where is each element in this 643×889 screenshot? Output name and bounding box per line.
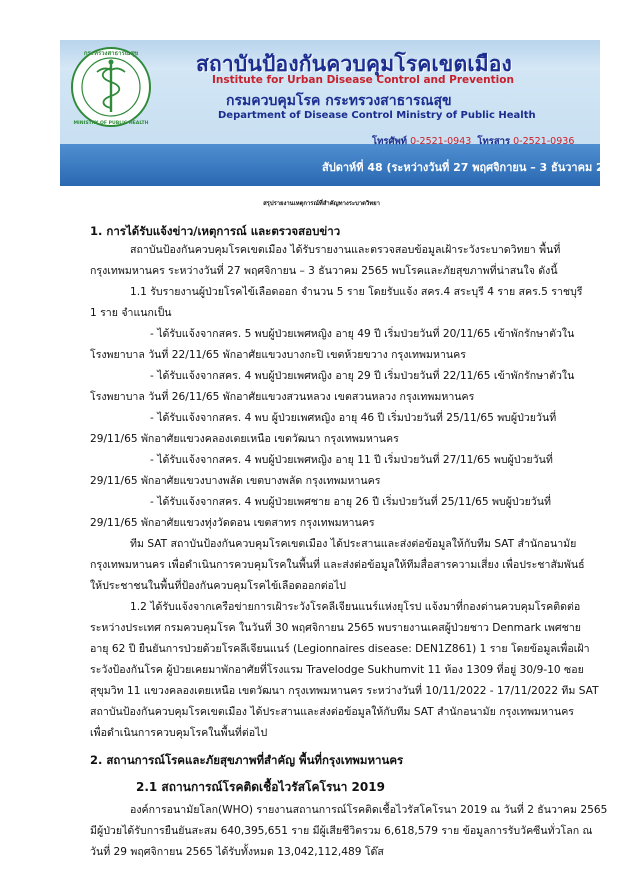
department-name-en: Department of Disease Control Ministry of Public Health <box>218 110 536 121</box>
section2-heading: 2. สถานการณ์โรคและภัยสุขภาพที่สำคัญ พื้นที่กรุงเทพมหานคร <box>90 753 404 767</box>
s11-line1: 1.1 รับรายงานผู้ป่วยโรคไข้เลือดออก จำนวน 5 ราย โดยรับแจ้ง สคร.4 สระบุรี 4 ราย สคร.5 ราชบุรี <box>130 286 583 298</box>
s12-line3: อายุ 62 ปี ยืนยันการป่วยด้วยโรคลีเจียนแนร์ (Legionnaires disease: DEN1Z861) 1 ราย โดยข้อมูลเพื่อเฝ้า <box>90 643 590 655</box>
section1-heading: 1. การได้รับแจ้งข่าว/เหตุการณ์ และตรวจสอบข่าว <box>90 224 341 238</box>
case2-line2: โรงพยาบาล วันที่ 26/11/65 พักอาศัยแขวงสวนหลวง เขตสวนหลวง กรุงเทพมหานคร <box>90 391 475 403</box>
fax-number: 0-2521-0936 <box>513 136 575 147</box>
case4-line2: 29/11/65 พักอาศัยแขวงบางพลัด เขตบางพลัด กรุงเทพมหานคร <box>90 475 381 487</box>
phone-label: โทรศัพท์ <box>372 136 408 147</box>
s12-line5: สุขุมวิท 11 แขวงคลองเตยเหนือ เขตวัฒนา กรุงเทพมหานคร ระหว่างวันที่ 10/11/2022 - 17/11/2022 ทีม SAT <box>90 685 599 697</box>
s1-intro-line1: สถาบันป้องกันควบคุมโรคเขตเมือง ได้รับรายงานและตรวจสอบข้อมูลเฝ้าระวังระบาดวิทยา พื้นที่ <box>130 244 561 256</box>
case4-line1: - ได้รับแจ้งจากสคร. 4 พบผู้ป่วยเพศหญิง อายุ 11 ปี เริ่มป่วยวันที่ 27/11/65 พบผู้ป่วยวันที่ <box>150 454 553 466</box>
logo-text-top: กระทรวงสาธารณสุข <box>83 50 139 57</box>
fax-label: โทรสาร <box>477 136 511 147</box>
s12-line6: สถาบันป้องกันควบคุมโรคเขตเมือง ได้ประสานและส่งต่อข้อมูลให้กับทีม SAT สำนักอนามัย กรุงเทพมหานคร <box>90 706 574 718</box>
ministry-logo-icon <box>70 46 152 128</box>
sat-line3: ให้ประชาชนในพื้นที่ป้องกันควบคุมโรคไข้เลือดออกต่อไป <box>90 580 347 592</box>
week-range: สัปดาห์ที่ 48 (ระหว่างวันที่ 27 พฤศจิกายน – 3 ธันวาคม 2565) <box>322 161 632 174</box>
institute-name-th: สถาบันป้องกันควบคุมโรคเขตเมือง <box>196 52 513 76</box>
case3-line1: - ได้รับแจ้งจากสคร. 4 พบ ผู้ป่วยเพศหญิง อายุ 46 ปี เริ่มป่วยวันที่ 25/11/65 พบผู้ป่วยวันที่ <box>150 412 557 424</box>
case3-line2: 29/11/65 พักอาศัยแขวงคลองเตยเหนือ เขตวัฒนา กรุงเทพมหานคร <box>90 433 399 445</box>
phone-number: 0-2521-0943 <box>410 136 472 147</box>
case1-line1: - ได้รับแจ้งจากสคร. 5 พบผู้ป่วยเพศหญิง อายุ 49 ปี เริ่มป่วยวันที่ 20/11/65 เข้าพักรักษาตัวใน <box>150 328 575 340</box>
sat-line1: ทีม SAT สถาบันป้องกันควบคุมโรคเขตเมือง ได้ประสานและส่งต่อข้อมูลให้กับทีม SAT สำนักอนามัย <box>130 538 577 550</box>
s21-line3: วันที่ 29 พฤศจิกายน 2565 ได้รับทั้งหมด 13,042,112,489 โด๊ส <box>90 846 384 858</box>
s21-line1: องค์การอนามัยโลก(WHO) รายงานสถานการณ์โรคติดเชื้อไวรัสโคโรนา 2019 ณ วันที่ 2 ธันวาคม 2565 <box>130 804 608 816</box>
case5-line1: - ได้รับแจ้งจากสคร. 4 พบผู้ป่วยเพศชาย อายุ 26 ปี เริ่มป่วยวันที่ 25/11/65 พบผู้ป่วยวันที่ <box>150 496 551 508</box>
case2-line1: - ได้รับแจ้งจากสคร. 4 พบผู้ป่วยเพศหญิง อายุ 29 ปี เริ่มป่วยวันที่ 22/11/65 เข้าพักรักษาตัวใน <box>150 370 575 382</box>
s12-line7: เพื่อดำเนินการควบคุมโรคในพื้นที่ต่อไป <box>90 727 268 739</box>
department-name-th: กรมควบคุมโรค กระทรวงสาธารณสุข <box>226 93 452 109</box>
page-title: สรุปรายงานเหตุการณ์ที่สำคัญทางระบาดวิทยา <box>263 201 380 207</box>
s1-intro-line2: กรุงเทพมหานคร ระหว่างวันที่ 27 พฤศจิกายน – 3 ธันวาคม 2565 พบโรคและภัยสุขภาพที่น่าสนใจ ดังนี้ <box>90 265 558 277</box>
s21-line2: มีผู้ป่วยได้รับการยืนยันสะสม 640,395,651 ราย มีผู้เสียชีวิตรวม 6,618,579 ราย ข้อมูลการรับวัคซีนทั่วโลก ณ <box>90 825 593 837</box>
s12-line2: ระหว่างประเทศ กรมควบคุมโรค ในวันที่ 30 พฤศจิกายน 2565 พบรายงานเคสผู้ป่วยชาว Denmark เพศชาย <box>90 622 581 634</box>
institute-name-en: Institute for Urban Disease Control and Prevention <box>212 74 514 86</box>
logo-text-bottom: MINISTRY OF PUBLIC HEALTH <box>73 121 149 126</box>
s12-line1: 1.2 ได้รับแจ้งจากเครือข่ายการเฝ้าระวังโรคลีเจียนแนร์แห่งยุโรป แจ้งมาที่กองด่านควบคุมโรคติดต่อ <box>130 601 581 613</box>
section21-heading: 2.1 สถานการณ์โรคติดเชื้อไวรัสโคโรนา 2019 <box>136 780 385 794</box>
sat-line2: กรุงเทพมหานคร เพื่อดำเนินการควบคุมโรคในพื้นที่ และส่งต่อข้อมูลให้ทีมสื่อสารความเสี่ยง เพื่อประชาสัมพันธ์ <box>90 559 585 571</box>
case1-line2: โรงพยาบาล วันที่ 22/11/65 พักอาศัยแขวงบางกะปิ เขตห้วยขวาง กรุงเทพมหานคร <box>90 349 466 361</box>
contact-info <box>372 134 574 149</box>
s12-line4: ระวังป้องกันโรค ผู้ป่วยเคยมาพักอาศัยที่โรงแรม Travelodge Sukhumvit 11 ห้อง 1309 ที่อยู่ 30/9-10 ซอย <box>90 664 584 676</box>
s11-line2: 1 ราย จำแนกเป็น <box>90 307 172 319</box>
case5-line2: 29/11/65 พักอาศัยแขวงทุ่งวัดดอน เขตสาทร กรุงเทพมหานคร <box>90 517 375 529</box>
